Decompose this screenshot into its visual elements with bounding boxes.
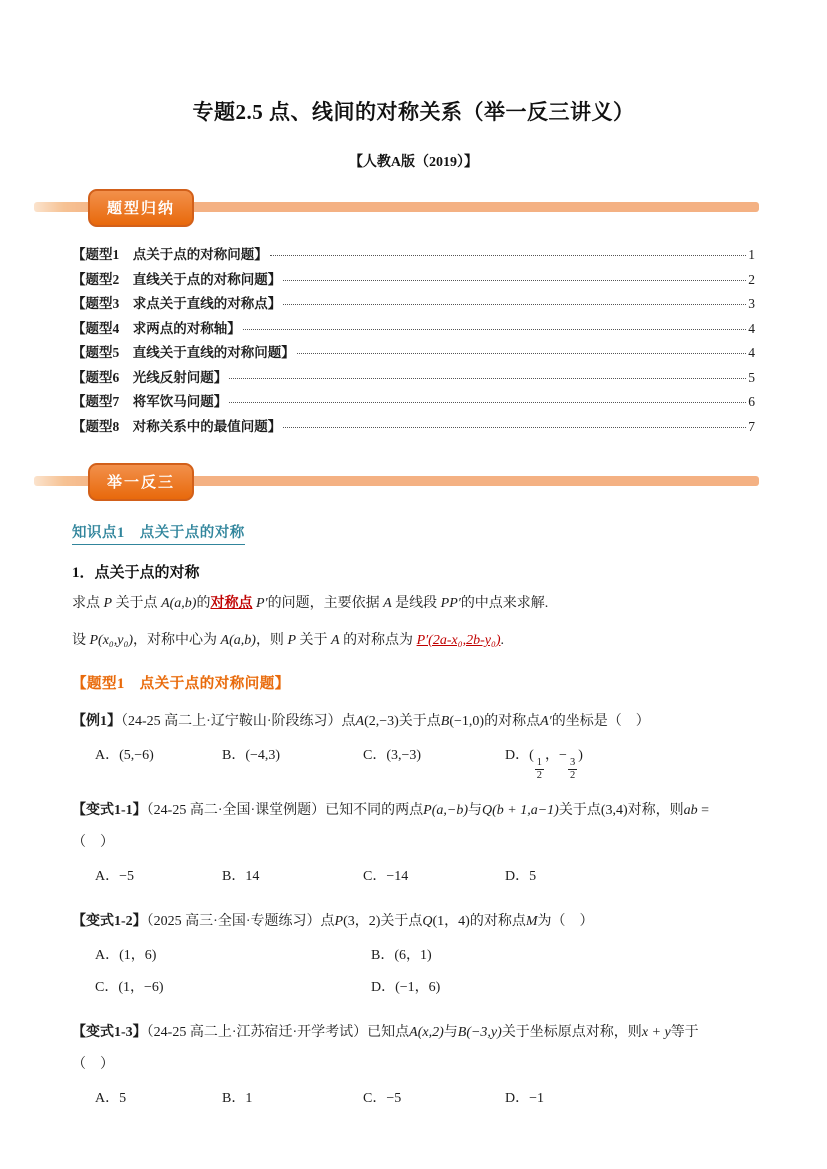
problem-stem-text: （24-25 高二上·辽宁鞍山·阶段练习）点A(2,−3)关于点B(−1,0)的对称点A′的坐标是（ ）: [121, 714, 650, 729]
knowledge-subheading: 1．点关于点的对称: [72, 565, 200, 581]
toc-page-number: 4: [748, 345, 755, 360]
option-a: A．5: [95, 1090, 127, 1106]
toc-label: 【题型4 求两点的对称轴】: [72, 320, 241, 336]
dotted-leader: [229, 378, 746, 379]
option-b: B．(6，1): [371, 947, 432, 963]
badge-practice: 举一反三: [88, 463, 194, 501]
toc-page-number: 3: [748, 296, 755, 311]
toc-page-number: 7: [748, 418, 755, 434]
options-row: [72, 740, 755, 782]
toc-page-number: 6: [748, 394, 755, 409]
table-of-contents: [72, 243, 755, 439]
toc-label: 【题型1 点关于点的对称问题】: [72, 247, 268, 262]
problem-variant-1-3: [72, 1017, 755, 1115]
option-b: B．1: [222, 1090, 253, 1106]
option-c: C．−14: [363, 868, 409, 884]
toc-label: 【题型2 直线关于点的对称问题】: [72, 271, 282, 287]
badge-topic-summary: 题型归纳: [88, 189, 194, 227]
problem-variant-1-2: [72, 906, 755, 1004]
dotted-leader: [283, 427, 746, 428]
problem-stem: [72, 706, 755, 738]
toc-page-number: 2: [748, 271, 755, 287]
dotted-leader: [243, 329, 747, 330]
option-d: D．(−1，6): [371, 979, 441, 995]
toc-page-number: 4: [748, 320, 755, 336]
knowledge-paragraph-1: 求点 P 关于点 A(a,b)的对称点 P′的问题，主要依据 A 是线段 PP′的中点来求解.: [72, 596, 549, 611]
toc-item-8[interactable]: [72, 415, 755, 440]
toc-label: 【题型5 直线关于直线的对称问题】: [72, 345, 295, 360]
problem-stem-text: （24-25 高二·全国·课堂例题）已知不同的两点P(a,−b)与Q(b + 1,a−1)关于点(3,4)对称，则ab = （ ）: [72, 802, 710, 850]
toc-item-7[interactable]: [72, 390, 755, 415]
dotted-leader: [283, 304, 746, 305]
problem-tag: 【例1】: [72, 714, 121, 729]
knowledge-point-link[interactable]: 知识点1 点关于点的对称: [72, 521, 245, 545]
toc-label: 【题型8 对称关系中的最值问题】: [72, 418, 282, 434]
topic1-heading: 【题型1 点关于点的对称问题】: [72, 676, 290, 692]
option-c: C．(3,−3): [363, 748, 422, 763]
option-d: D．5: [505, 868, 537, 884]
problem-example-1: [72, 706, 755, 782]
toc-item-3[interactable]: [72, 292, 755, 317]
dotted-leader: [229, 402, 746, 403]
option-b: B．(−4,3): [222, 748, 281, 763]
problem-stem-text: （24-25 高二上·江苏宿迁·开学考试）已知点A(x,2)与B(−3,y)关于坐标原点对称，则x + y等于 （ ）: [72, 1024, 699, 1072]
problem-tag: 【变式1-1】: [72, 802, 147, 818]
toc-label: 【题型7 将军饮马问题】: [72, 394, 228, 409]
toc-item-4[interactable]: [72, 317, 755, 342]
problem-tag: 【变式1-3】: [72, 1024, 147, 1040]
option-a: A．(1，6): [95, 947, 157, 963]
option-d: D．−1: [505, 1090, 545, 1106]
option-c: C．−5: [363, 1090, 402, 1106]
option-a: A．−5: [95, 868, 135, 884]
options-row: [72, 861, 755, 893]
section-banner-topics: [72, 189, 755, 225]
problem-stem-text: （2025 高三·全国·专题练习）点P(3，2)关于点Q(1，4)的对称点M为（ ）: [146, 913, 594, 929]
problem-stem: [72, 906, 755, 938]
doc-title: 专题2.5 点、线间的对称关系（举一反三讲义）: [192, 100, 635, 124]
problem-stem: [72, 1017, 755, 1081]
problem-variant-1-1: [72, 795, 755, 893]
problem-tag: 【变式1-2】: [72, 913, 147, 929]
option-b: B．14: [222, 868, 260, 884]
dotted-leader: [283, 280, 746, 281]
options-row: [72, 1083, 755, 1115]
toc-label: 【题型3 求点关于直线的对称点】: [72, 296, 282, 311]
dotted-leader: [270, 255, 747, 256]
options-grid: [72, 940, 755, 1004]
section-banner-practice: [72, 463, 755, 499]
toc-page-number: 1: [748, 247, 755, 262]
option-d: D．( $\frac{1}{2}$ ，− $\frac{3}{2}$ ): [505, 748, 583, 781]
toc-label: 【题型6 光线反射问题】: [72, 369, 228, 385]
doc-edition: 【人教A版（2019）】: [348, 155, 479, 170]
toc-item-1[interactable]: [72, 243, 755, 268]
knowledge-paragraph-2: 设 P(x₀,y₀)，对称中心为 A(a,b)，则 P 关于 A 的对称点为 P′(2a-x₀,2b-y₀).: [72, 633, 504, 648]
toc-item-5[interactable]: [72, 341, 755, 366]
dotted-leader: [297, 353, 747, 354]
toc-page-number: 5: [748, 369, 755, 385]
toc-item-6[interactable]: [72, 366, 755, 391]
problem-stem: [72, 795, 755, 859]
option-c: C．(1，−6): [95, 979, 164, 995]
toc-item-2[interactable]: [72, 268, 755, 293]
option-a: A．(5,−6): [95, 748, 154, 763]
